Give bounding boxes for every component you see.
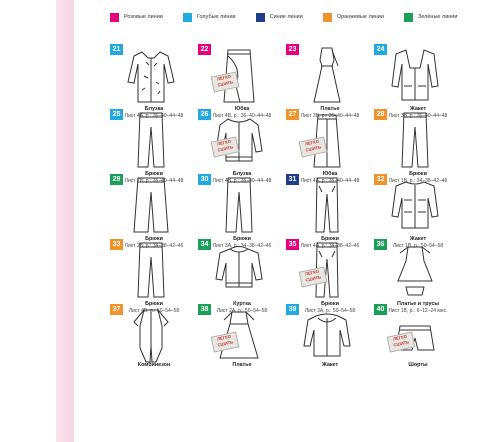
easy-sew-stamp: ЛЕГКО СШИТЬ: [299, 136, 328, 157]
pattern-sheet-sizes: Лист 1В, р.: 34–38–42–46: [388, 178, 448, 184]
pattern-sheet-sizes: Лист 2А, р.: 50–54–58: [216, 308, 268, 314]
legend-item: [183, 11, 236, 23]
garment-sketch: [300, 306, 354, 364]
legend-label: Зелёные линии: [417, 14, 458, 20]
pattern-number-badge: 31: [286, 174, 299, 185]
legend-item: [323, 11, 384, 23]
legend-item: [404, 11, 458, 23]
garment-name: Брюки: [145, 236, 163, 242]
pattern-number-badge: 38: [198, 304, 211, 315]
pattern-sheet-sizes: Лист 4А, р.: 36–40–44–48: [300, 178, 360, 184]
legend-label: Синие линии: [269, 14, 303, 20]
garment-name: Платье: [320, 106, 340, 112]
garment-sketch: [388, 176, 442, 234]
easy-sew-stamp: ЛЕГКО СШИТЬ: [299, 266, 328, 287]
garment-sketch: [388, 46, 442, 104]
legend-label: Оранжевые линии: [336, 14, 384, 20]
pattern-number-badge: 29: [110, 174, 123, 185]
pattern-sheet-sizes: Лист 4В, р.: 36–40–44–48: [212, 178, 272, 184]
pattern-card[interactable]: [110, 304, 192, 380]
legend-swatch: [256, 13, 265, 22]
pattern-number-badge: 34: [198, 239, 211, 250]
pattern-sheet-sizes: Лист 2В, р.: 36–40–44–48: [124, 178, 184, 184]
pattern-sheet-sizes: Лист 4В, р.: 36–40–44–48: [212, 113, 272, 119]
garment-name: Шорты: [408, 362, 428, 368]
garment-name: Блузка: [144, 106, 164, 112]
garment-name: Жакет: [409, 236, 427, 242]
pattern-number-badge: 23: [286, 44, 299, 55]
pattern-sheet-sizes: Лист 3В, р.: 36–40–44–48: [388, 113, 448, 119]
pattern-number-badge: 24: [374, 44, 387, 55]
pattern-number-badge: 32: [374, 174, 387, 185]
garment-sketch: [388, 241, 442, 299]
garment-name: Блузка: [232, 171, 252, 177]
garment-name: Брюки: [321, 236, 339, 242]
garment-name: Брюки: [233, 236, 251, 242]
pattern-number-badge: 36: [374, 239, 387, 250]
garment-sketch: [388, 111, 442, 169]
garment-sketch: [124, 46, 178, 104]
pattern-card[interactable]: [286, 304, 368, 380]
garment-name: Брюки: [321, 301, 339, 307]
pattern-number-badge: 30: [198, 174, 211, 185]
pattern-sheet-sizes: Лист 3В, р.: 36–40–44–48: [300, 113, 360, 119]
pattern-number-badge: 21: [110, 44, 123, 55]
pattern-number-badge: 33: [110, 239, 123, 250]
garment-name: Куртка: [233, 301, 251, 307]
easy-sew-stamp: ЛЕГКО СШИТЬ: [387, 331, 416, 352]
garment-name: Брюки: [145, 171, 163, 177]
pattern-number-badge: 35: [286, 239, 299, 250]
pattern-number-badge: 25: [110, 109, 123, 120]
garment-sketch: [300, 46, 354, 104]
garment-sketch: [212, 176, 266, 234]
garment-name: Жакет: [409, 106, 427, 112]
pattern-sheet-sizes: Лист 4В, р.: 50–54–58: [128, 308, 180, 314]
garment-name: Брюки: [409, 171, 427, 177]
legend-label: Голубые линии: [196, 14, 236, 20]
color-legend: [110, 11, 494, 23]
pattern-number-badge: 27: [286, 109, 299, 120]
pink-margin-band: [56, 0, 74, 442]
easy-sew-stamp: ЛЕГКО СШИТЬ: [211, 136, 240, 157]
pattern-number-badge: 39: [286, 304, 299, 315]
legend-swatch: [404, 13, 413, 22]
pattern-sheet-sizes: Лист 2В, р.: 34–38–42–46: [124, 243, 184, 249]
garment-sketch: [300, 176, 354, 234]
legend-item: [110, 11, 163, 23]
pattern-number-badge: 40: [374, 304, 387, 315]
pattern-number-badge: 22: [198, 44, 211, 55]
garment-name: Юбка: [322, 171, 338, 177]
legend-item: [256, 11, 303, 23]
pattern-sheet-sizes: Лист 3А, р.: 34–38–42–46: [212, 243, 272, 249]
pattern-number-badge: 37: [110, 304, 123, 315]
garment-sketch: [124, 176, 178, 234]
garment-sketch: [124, 111, 178, 169]
garment-sketch: [212, 241, 266, 299]
pattern-card[interactable]: [198, 304, 280, 380]
legend-swatch: [110, 13, 119, 22]
garment-sketch: [124, 306, 178, 364]
pattern-number-badge: 28: [374, 109, 387, 120]
easy-sew-stamp: ЛЕГКО СШИТЬ: [211, 331, 240, 352]
pattern-sheet-sizes: Лист 3А, р.: 50–54–58: [304, 308, 356, 314]
pattern-sheet-sizes: Лист 1В, р.: 6–12–24 мес.: [388, 308, 448, 314]
garment-name: Юбка: [234, 106, 250, 112]
pattern-sheet-sizes: Лист 1В, р.: 50–54–58: [392, 243, 444, 249]
legend-label: Розовые линии: [124, 14, 163, 20]
legend-swatch: [183, 13, 192, 22]
easy-sew-stamp: ЛЕГКО СШИТЬ: [211, 71, 240, 92]
garment-name: Платье и трусы: [397, 301, 439, 307]
pattern-sheet-sizes: Лист 4А, р.: 34–38–42–46: [300, 243, 360, 249]
garment-sketch: [124, 241, 178, 299]
garment-name: Брюки: [145, 301, 163, 307]
garment-name: Жакет: [321, 362, 339, 368]
pattern-number-badge: 26: [198, 109, 211, 120]
garment-name: Платье: [232, 362, 252, 368]
legend-swatch: [323, 13, 332, 22]
pattern-sheet-sizes: Лист 4А, р.: 36–40–44–48: [124, 113, 184, 119]
garment-name: Комбинезон: [137, 362, 171, 368]
pattern-card[interactable]: [374, 304, 456, 380]
